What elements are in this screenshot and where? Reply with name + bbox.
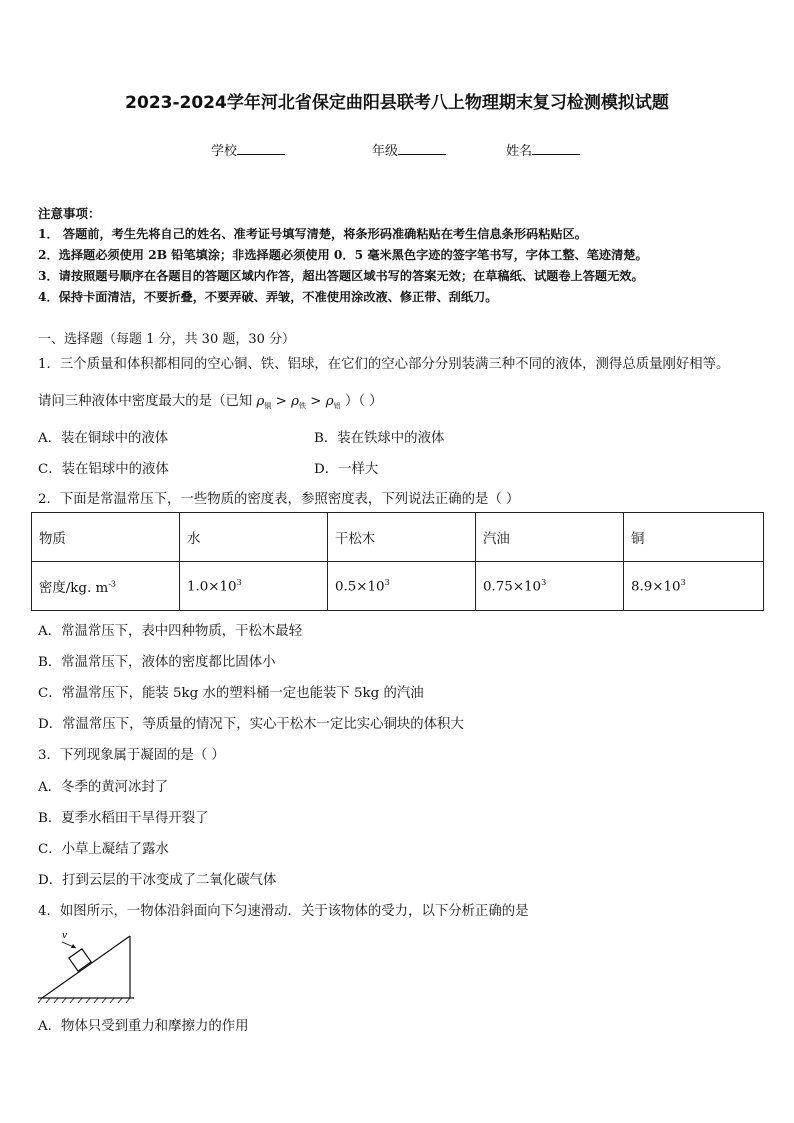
table-cell: $1.0\times 10^3$: [180, 562, 328, 611]
note-item: 3．请按照题号顺序在各题目的答题区域内作答，超出答题区域书写的答案无效；在草稿纸、试题卷上答题无效。: [38, 269, 644, 283]
q2-option-d[interactable]: D．常温常压下，等质量的情况下，实心干松木一定比实心铜块的体积大: [38, 717, 464, 732]
note-item: 2．选择题必须使用 2B 铅笔填涂；非选择题必须使用 0．5 毫米黑色字迹的签字笔书写，字体工整、笔迹清楚。: [38, 248, 648, 262]
q1-line2-suffix: ）（ ）: [344, 394, 383, 409]
note-item: 1． 答题前，考生先将自己的姓名、准考证号填写清楚，将条形码准确粘贴在考生信息条形码粘贴区。: [38, 227, 587, 241]
table-header-row: [32, 513, 764, 562]
table-cell: $8.9\times 10^3$: [624, 562, 764, 611]
school-label: 学校: [211, 144, 238, 159]
q3-stem: 3．下列现象属于凝固的是（ ）: [38, 748, 225, 763]
rho-copper: $\rho_铜$: [256, 394, 272, 410]
name-label: 姓名: [506, 144, 533, 159]
grade-blank[interactable]: [398, 142, 446, 155]
name-blank[interactable]: [532, 142, 580, 155]
table-row: [32, 562, 764, 611]
incline-figure: [36, 928, 136, 1004]
notes-heading: 注意事项：: [38, 206, 101, 221]
q1-line2: 请问三种液体中密度最大的是（已知 $\rho_铜 > \rho_铁 > \rho_铝$ ）（ ）: [38, 394, 383, 410]
q2-option-b[interactable]: B．常温常压下，液体的密度都比固体小: [38, 655, 276, 670]
q3-option-b[interactable]: B．夏季水稻田干旱得开裂了: [38, 811, 209, 826]
table-cell: $0.75\times 10^3$: [476, 562, 624, 611]
grade-field: [372, 140, 446, 159]
school-blank[interactable]: [237, 142, 285, 155]
sliding-block: [69, 949, 91, 971]
q2-stem: 2．下面是常温常压下，一些物质的密度表，参照密度表，下列说法正确的是（ ）: [38, 492, 520, 507]
table-header-cell: 物质: [32, 513, 180, 562]
table-row-label: 密度/kg. $m^{-3}$: [32, 562, 180, 611]
q2-option-a[interactable]: A．常温常压下，表中四种物质，干松木最轻: [38, 624, 303, 639]
q1-stem: 1．三个质量和体积都相同的空心铜、铁、铝球，在它们的空心部分分别装满三种不同的液体，测得总质量刚好相等。: [38, 357, 730, 372]
table-header-cell: 汽油: [476, 513, 624, 562]
q4-stem: 4．如图所示，一物体沿斜面向下匀速滑动．关于该物体的受力，以下分析正确的是: [38, 904, 529, 919]
section-heading: 一、选择题（每题 1 分，共 30 题，30 分）: [38, 332, 296, 347]
q1-option-d[interactable]: D．一样大: [314, 462, 379, 477]
q2-option-c[interactable]: C．常温常压下，能装 5kg 水的塑料桶一定也能装下 5kg 的汽油: [38, 686, 424, 701]
school-field: [211, 140, 285, 159]
velocity-label: v: [62, 931, 68, 941]
table-header-cell: 干松木: [328, 513, 476, 562]
q1-option-b[interactable]: B．装在铁球中的液体: [314, 431, 445, 446]
note-item: 4．保持卡面清洁，不要折叠，不要弄破、弄皱，不准使用涂改液、修正带、刮纸刀。: [38, 290, 498, 304]
q1-line2-prefix: 请问三种液体中密度最大的是（已知: [38, 394, 253, 409]
exam-title: 2023-2024学年河北省保定曲阳县联考八上物理期末复习检测模拟试题: [125, 93, 669, 113]
q1-option-a[interactable]: A．装在铜球中的液体: [38, 431, 169, 446]
density-table: [31, 512, 764, 611]
q4-option-a[interactable]: A．物体只受到重力和摩擦力的作用: [38, 1019, 249, 1034]
table-header-cell: 铜: [624, 513, 764, 562]
q3-option-a[interactable]: A．冬季的黄河冰封了: [38, 780, 169, 795]
rho-aluminum: $\rho_铝$: [325, 394, 341, 410]
incline-slope: [42, 936, 130, 998]
table-cell: $0.5\times 10^3$: [328, 562, 476, 611]
rho-iron: $\rho_铁$: [291, 394, 307, 410]
q3-option-d[interactable]: D．打到云层的干冰变成了二氧化碳气体: [38, 873, 277, 888]
name-field: [506, 140, 580, 159]
table-header-cell: 水: [180, 513, 328, 562]
q1-option-c[interactable]: C．装在铝球中的液体: [38, 462, 169, 477]
ground-hatching: [38, 998, 130, 1003]
grade-label: 年级: [372, 144, 399, 159]
q3-option-c[interactable]: C．小草上凝结了露水: [38, 842, 169, 857]
